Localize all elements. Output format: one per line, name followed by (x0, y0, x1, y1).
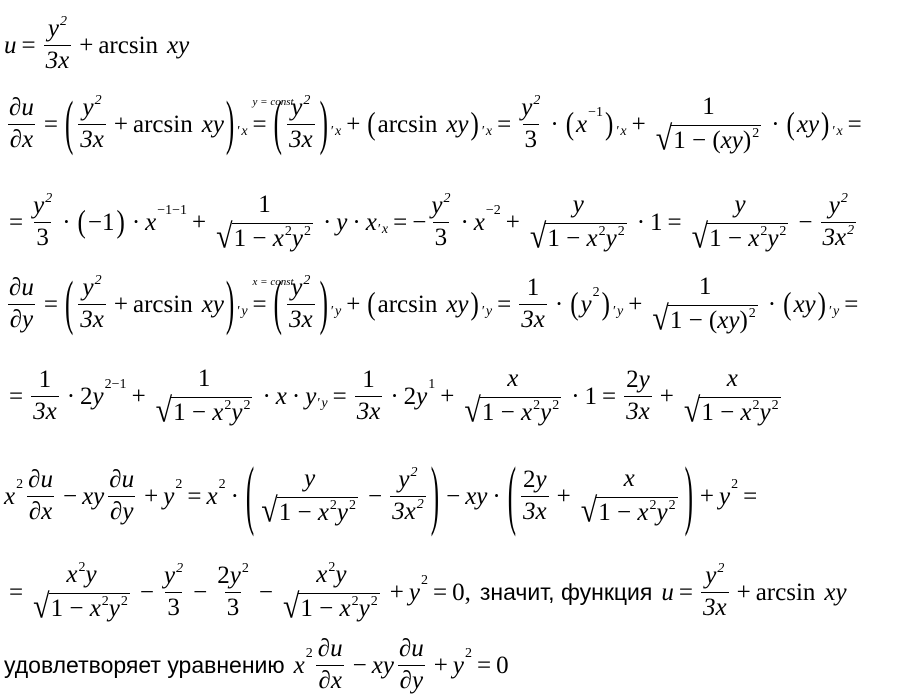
equals-y-const: y = const = (252, 95, 294, 138)
line-substitution: x $^2$ $\frac{\partial u}{\partial x}$ − xy $\frac{\partial u}{\partial y}$ + y $^2$ = x $^2$ · ( y √ $1 - x^2y^2$ − $\frac{y^2}{3x^2}$ ) − xy · ( $\frac{2y}{3x}$ + x √ $1 - x^2y^2$ ) + y $^2$ = (4, 454, 758, 538)
line-definition: u = $\frac{y^2}{3x}$ + arcsin xy (4, 14, 190, 74)
line-du-dy: $\frac{\partial u}{\partial y}$ = ( $\frac{y^2}{3x}$ + arcsin xy ) ′ y x = const = ( $\frac{y^2}{3x}$ ) ′ y + ( arcsin xy ) ′ y = $\frac{1}{3x}$ · ( y $^2$ ) ′ y + 1 √ 1 − (xy)$^2$ · ( xy ) ′ y = (9, 271, 859, 338)
partial-du-dy: $\frac{\partial u}{\partial y}$ (9, 274, 34, 333)
hence-text: значит, функция (479, 578, 653, 605)
line-du-dy-result: = $\frac{1}{3x}$ · 2 y $^{2-1}$ + 1 √ $1 - x^2y^2$ · x · y ′ y = $\frac{1}{3x}$ · 2 y $^1$ + x √ $1 - x^2y^2$ · 1 = $\frac{2y}{3x}$ + x √ $1 - x^2y^2$ (9, 364, 779, 430)
line-du-dx-result: = $\frac{y^2}{3}$ · ( −1 ) · x $^{-1-1}$ + 1 √ $1 - x^2y^2$ · y · x ′ x = − $\frac{y^2}{3}$ · x $^{-2}$ + y √ $1 - x^2y^2$ · 1 = y √ $1 - x^2y^2$ − $\frac{y^2}{3x^2}$ (9, 190, 855, 256)
line-simplified: = $x^2y$ √ $1 - x^2y^2$ − $\frac{y^2}{3}$ − $\frac{2y^2}{3}$ − $x^2y$ √ $1 - x^2y^2$ + y $^2$ = 0 , значит, функция u = $\frac{y^2}{3x}$ + arcsin xy (9, 559, 847, 626)
u-symbol: u (4, 31, 17, 59)
fraction-y2-over-3x: $\frac{y^2}{3x}$ (45, 14, 70, 74)
equals-x-const: x = const = (252, 275, 294, 318)
satisfies-text: удовлетворяет уравнению (4, 651, 285, 678)
arcsin-text: arcsin (98, 31, 159, 59)
line-conclusion: удовлетворяет уравнению x $^2$ $\frac{\partial u}{\partial x}$ − xy $\frac{\partial u}{\partial y}$ + y $^2$ = 0 (4, 635, 509, 694)
partial-du-dx: $\frac{\partial u}{\partial x}$ (9, 94, 34, 153)
line-du-dx: $\frac{\partial u}{\partial x}$ = ( $\frac{y^2}{3x}$ + arcsin xy ) ′ x y = const = ( $\frac{y^2}{3x}$ ) ′ x + ( arcsin xy ) ′ x = $\frac{y^2}{3}$ · ( x $^{-1}$ ) ′ x + 1 √ 1 − (xy)$^2$ · ( xy ) ′ x = (9, 91, 862, 158)
equals-sign: = (21, 31, 36, 59)
